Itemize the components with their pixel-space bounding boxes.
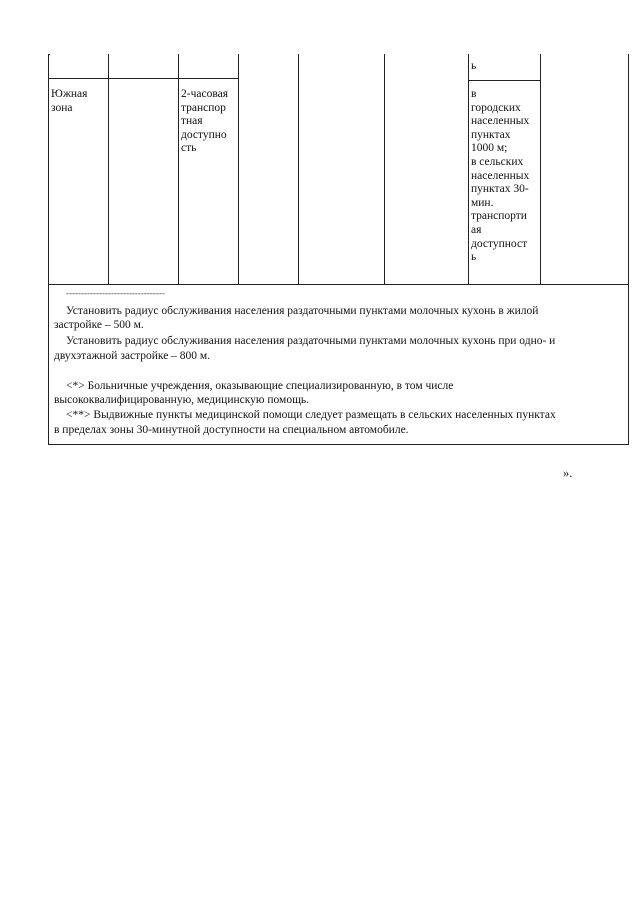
col-line	[48, 54, 49, 445]
cell-fragment: ь	[471, 60, 477, 72]
col-line	[238, 54, 239, 285]
closing-quote: ».	[563, 466, 573, 480]
col-line	[628, 54, 629, 445]
col-line	[540, 54, 541, 285]
note-line: двухэтажной застройке – 800 м.	[54, 350, 211, 362]
table-bottom	[48, 444, 628, 445]
col-line	[298, 54, 299, 285]
note-line: Установить радиус обслуживания населения раздаточными пунктами молочных кухонь в жилой	[66, 305, 539, 317]
cell-region: Южная зона	[51, 88, 88, 114]
row-divider	[48, 284, 628, 285]
cell-access: 2-часовая транспор тная доступно сть	[181, 88, 228, 155]
note-line: высококвалифицированную, медицинскую помощь.	[54, 394, 310, 406]
row-divider	[48, 78, 238, 79]
col-line	[178, 54, 179, 285]
footnote-separator: ---------------------------------	[66, 288, 165, 298]
note-line: застройке – 500 м.	[54, 319, 144, 331]
note-line: Установить радиус обслуживания населения раздаточными пунктами молочных кухонь при одно- и	[66, 335, 556, 347]
row-divider	[468, 80, 540, 81]
col-line	[384, 54, 385, 285]
col-line	[108, 54, 109, 285]
note-line: <**> Выдвижные пункты медицинской помощи следует размещать в сельских населенных пунктах	[66, 409, 556, 421]
cell-radius: в городских населенных пунктах 1000 м; в сельских населенных пунктах 30- мин. транспорти ая доступност ь	[471, 88, 530, 264]
note-line: в пределах зоны 30-минутной доступности на специальном автомобиле.	[54, 424, 409, 436]
note-line: <*> Больничные учреждения, оказывающие специализированную, в том числе	[66, 380, 454, 392]
col-line	[468, 54, 469, 285]
